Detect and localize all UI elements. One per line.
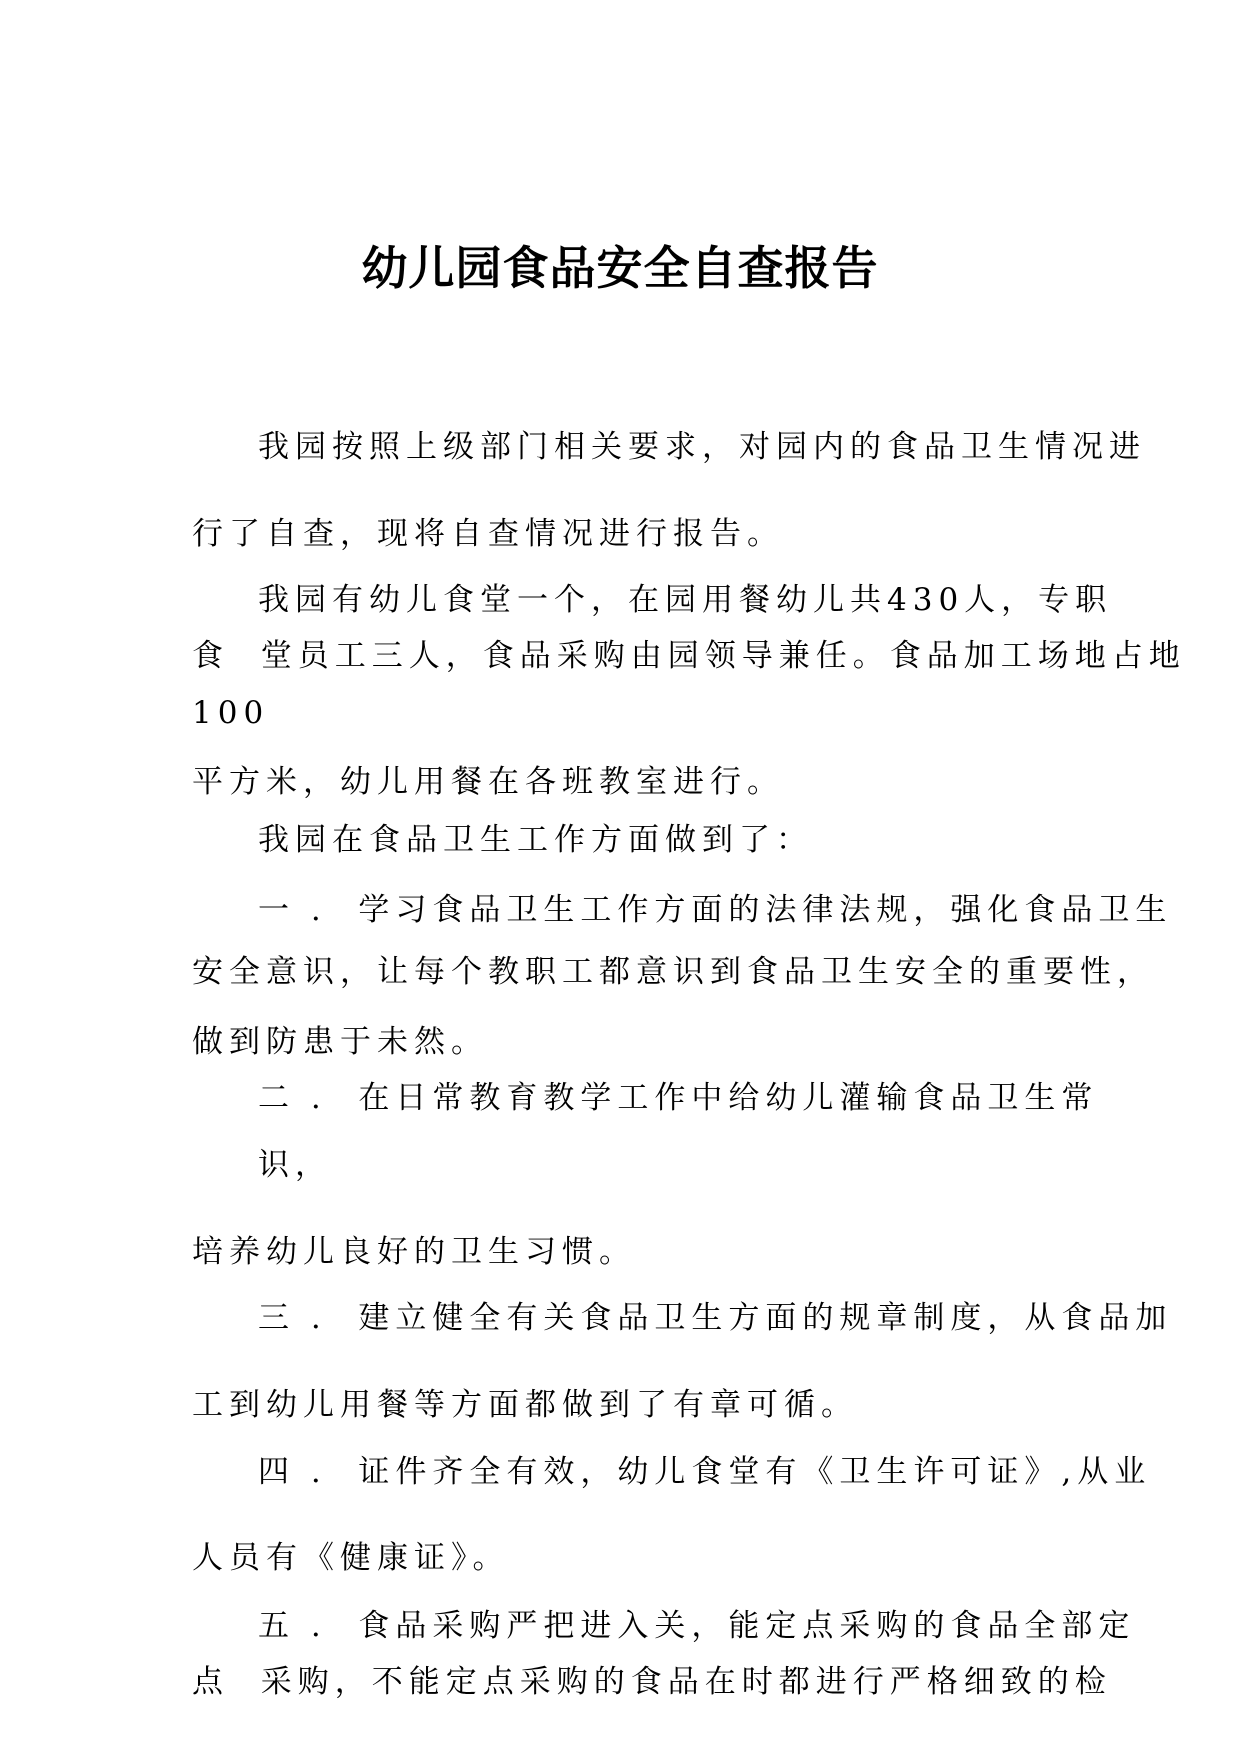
paragraph-line: 行了自查，现将自查情况进行报告。: [192, 516, 784, 552]
paragraph-line: 我园在食品卫生工作方面做到了：: [258, 822, 813, 858]
paragraph-line: 四 . 证件齐全有效，幼儿食堂有《卫生许可证》,从业: [258, 1454, 1152, 1490]
paragraph-line: 培养幼儿良好的卫生习惯。: [192, 1234, 636, 1270]
paragraph-line: 我园按照上级部门相关要求，对园内的食品卫生情况进: [258, 429, 1146, 465]
paragraph-line: 做到防患于未然。: [192, 1024, 488, 1060]
document-title: 幼儿园食品安全自查报告: [361, 241, 879, 295]
paragraph-line: 一 . 学习食品卫生工作方面的法律法规，强化食品卫生: [258, 892, 1173, 928]
paragraph-line: 我园有幼儿食堂一个，在园用餐幼儿共430人，专职: [258, 582, 1113, 618]
paragraph-line: 食 堂员工三人，食品采购由园领导兼任。食品加工场地占地: [192, 638, 1186, 674]
paragraph-line: 平方米，幼儿用餐在各班教室进行。: [192, 764, 784, 800]
paragraph-line: 100: [192, 695, 270, 731]
paragraph-line: 五 . 食品采购严把进入关，能定点采购的食品全部定: [258, 1608, 1136, 1644]
paragraph-line: 点 采购，不能定点采购的食品在时都进行严格细致的检: [192, 1664, 1112, 1700]
paragraph-line: 识，: [258, 1147, 332, 1183]
paragraph-line: 三 . 建立健全有关食品卫生方面的规章制度，从食品加: [258, 1300, 1173, 1336]
paragraph-line: 安全意识，让每个教职工都意识到食品卫生安全的重要性，: [192, 954, 1154, 990]
paragraph-line: 人员有《健康证》。: [192, 1540, 510, 1576]
paragraph-line: 二 . 在日常教育教学工作中给幼儿灌输食品卫生常: [258, 1080, 1099, 1116]
paragraph-line: 工到幼儿用餐等方面都做到了有章可循。: [192, 1387, 858, 1423]
